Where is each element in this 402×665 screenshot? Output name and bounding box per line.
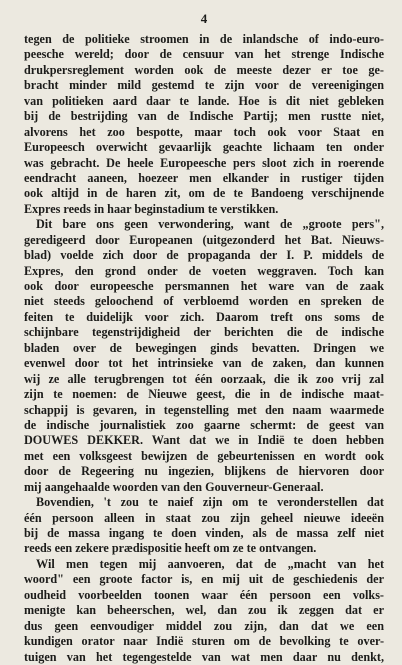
text-line: dus geen eenvoudiger middel zou zijn, dan dat we een (24, 618, 384, 633)
text-line: bracht minder mild gestemd te zijn voor de vereenigingen (24, 78, 384, 93)
text-line: één persoon alleen in staat zou zijn geheel nieuwe ideeën (24, 510, 384, 525)
text-line: Expres reeds in haar beginstadium te verstikken. (24, 201, 279, 216)
body-text (24, 32, 384, 665)
text-line: Bovendien, 't zou te naief zijn om te veronderstellen dat (36, 495, 384, 510)
text-line: ook altijd in de haren zit, om de te Bandoeng verschijnende (24, 186, 384, 201)
text-line: wij ze alle terugbrengen tot één oorzaak, die ik zoo vrij zal (24, 371, 384, 386)
text-line: menigte kan beheerschen, wel, dan zou ik zeggen dat er (24, 603, 384, 618)
text-line: geredigeerd door Europeanen (uitgezonderd het Bat. Nieuws- (24, 232, 384, 247)
text-line: van politieken aard daar te lande. Hoe is dit niet gebleken (24, 93, 384, 108)
text-line: kundigen orator naar Indië sturen om de bevolking te over- (24, 634, 384, 649)
text-line: zijn te noemen: de Nieuwe geest, die in de indische maat- (24, 387, 384, 402)
text-line: tuigen van het tegengestelde van wat men daar nu denkt, (24, 649, 384, 664)
text-line: blad) voelde zich door de propaganda der I. P. middels de (24, 248, 384, 263)
text-line: eendracht aaneen, hoezeer men elkander in rustiger tijden (24, 170, 384, 185)
text-line: was gebracht. De heele Europeesche pers sloot zich in roerende (24, 155, 384, 170)
text-line: Wil men tegen mij aanvoeren, dat de „macht van het (36, 556, 384, 571)
text-line: bij de massa ingang te doen vinden, als de massa zelf niet (24, 526, 384, 540)
text-line: woord" een groote factor is, en mij uit de geschiedenis der (24, 572, 384, 587)
text-line: ook door europeesche persmannen het ware van de zaak (24, 279, 384, 293)
text-line: door de Regeering nu ingezien, blijkens de hiervoren door (24, 464, 384, 479)
text-line: oudheid voorbeelden toonen waar één persoon een volks- (24, 587, 384, 602)
text-line: evenwel door tot het intrinsieke van de zaken, dan kunnen (24, 356, 384, 371)
text-line: Expres, den grond onder de voeten weggraven. Toch kan (24, 263, 384, 278)
text-line: feiten te duidelijk voor zich. Daarom treft ons soms de (24, 309, 384, 324)
text-line: drukpersreglement worden ook de meeste dezer er toe ge- (24, 62, 384, 77)
text-line: alvorens het zoo bespotte, maar toch ook voor Staat en (24, 124, 384, 139)
text-line: niet steeds geloochend of verbloemd worden en spreken de (24, 294, 384, 309)
text-line: met een volksgeest bewijzen de gebeurtenissen en wordt ook (24, 448, 384, 463)
text-line: Europeesch overwicht gevaarlijk geachte lichaam ten onder (24, 140, 384, 155)
text-line: schijnbare tegenstrijdigheid der berichten die de indische (24, 325, 384, 340)
text-line: mij aangehaalde woorden van den Gouverneur-Generaal. (24, 479, 324, 494)
page-number: 4 (200, 11, 208, 26)
text-line: Dit bare ons geen verwondering, want de „groote pers", (36, 217, 384, 232)
text-line: tegen de politieke stroomen in de inlandsche of indo-euro- (24, 32, 384, 46)
text-line: reeds een zekere prædispositie heeft om ze te ontvangen. (24, 541, 317, 556)
text-line: de indische journalistiek zoo gaarne schermt: de geest van (24, 417, 384, 432)
text-line: bladen over de bewegingen ginds bevatten. Dringen we (24, 340, 384, 355)
text-line: bij de bestrijding van de Indische Partij; men rustte niet, (24, 109, 384, 124)
text-line: DOUWES DEKKER. Want dat we in Indië te doen hebben (24, 433, 384, 448)
text-line: peesche wereld; door de censuur van het strenge Indische (24, 47, 384, 62)
text-line: schappij is gevaren, in tegenstelling met den naam waarmede (24, 402, 384, 417)
